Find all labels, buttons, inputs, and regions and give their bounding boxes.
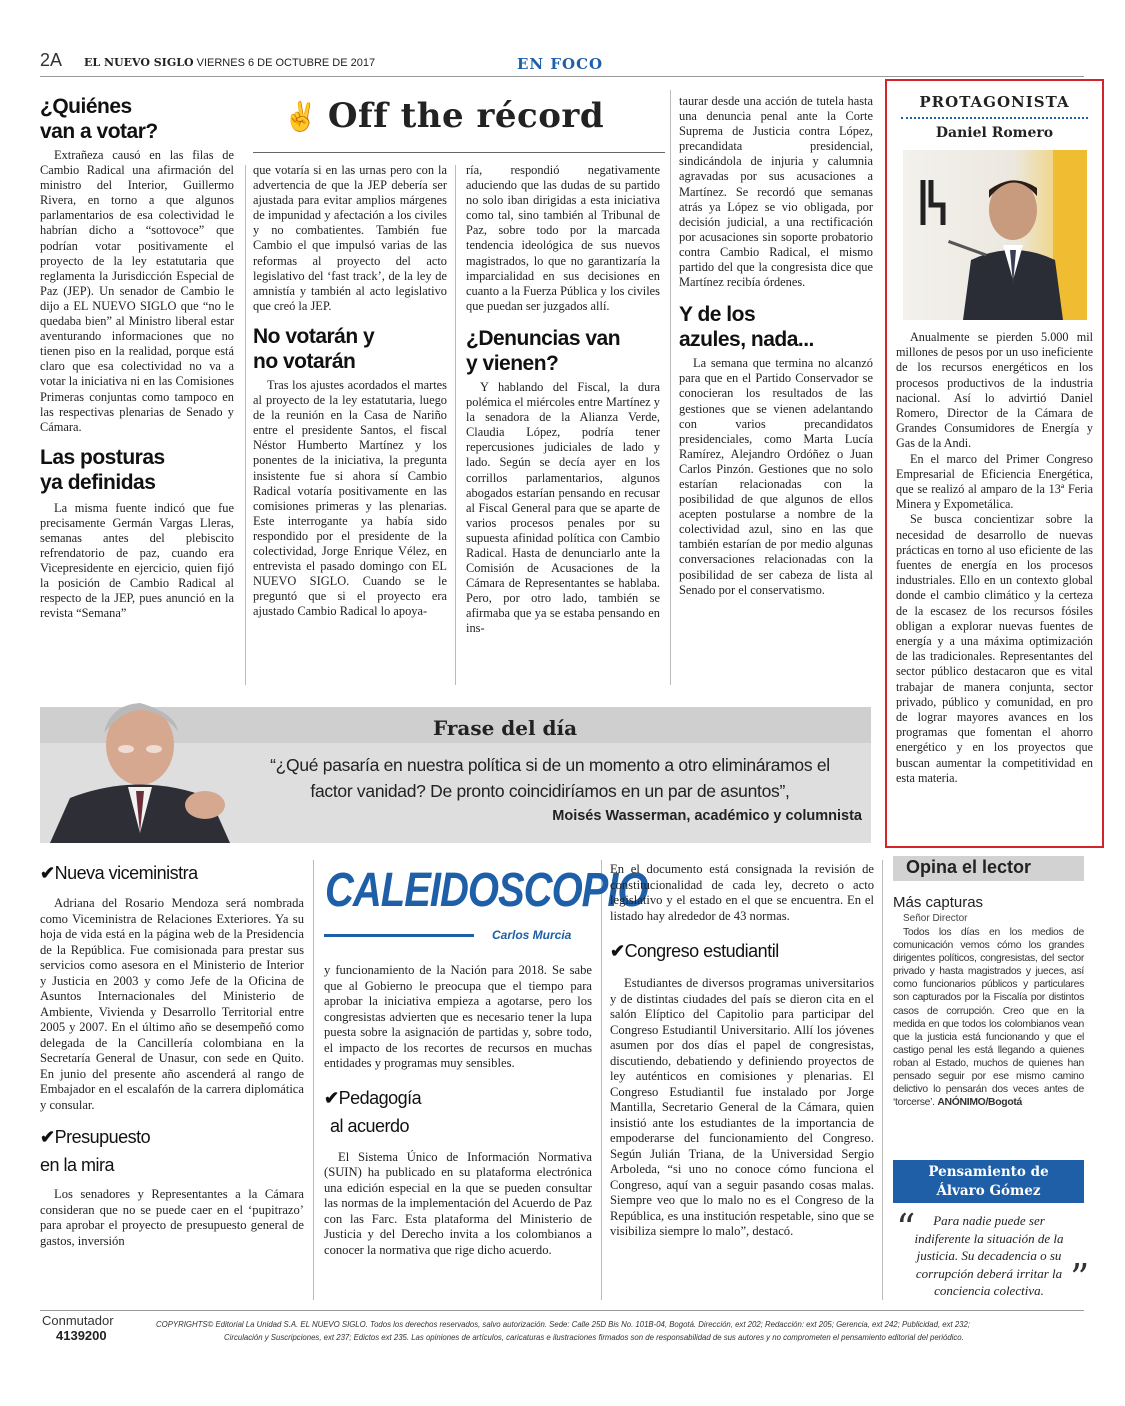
portrait-illustration xyxy=(903,150,1087,320)
caleido-column-2 xyxy=(324,963,592,1258)
caleido-author: Carlos Murcia xyxy=(492,928,572,942)
column-3 xyxy=(466,163,660,637)
victory-hand-icon: ✌ xyxy=(283,99,318,133)
page-number: 2A xyxy=(40,50,63,70)
issue-date: VIERNES 6 DE OCTUBRE DE 2017 xyxy=(196,57,376,69)
opina-text: Todos los días en los medios de comunicación vemos cómo los grandes dirigentes políticos, congresistas, del sector privado y hasta magistrados y jueces, así como funcionarios públicos y particulares son capturados por la Fiscalía por distintos casos de corrupción. Creo que en la medida en que todos los colombianos vean que la justicia está funcionando y que el castigo penal les está llegando a quienes roban al Estado, muchos de quienes han pensado seguir por ese mismo camino delictivo lo pensarán dos veces antes de ‘torcerse’. ANÓNIMO/Bogotá xyxy=(893,927,1084,1109)
dotted-rule xyxy=(901,117,1088,119)
article-text: Estudiantes de diversos programas universitarios y de distintas ciudades del país se dieron cita en el salón Elíptico del Capitolio para participar del Congreso Estudiantil Universitario. Allí los jóvenes asumen por dos días el papel de congresistas, discutiendo, debatiendo y definiendo proyectos de ley auténticos en comisiones y plenarias. El Congreso Estudiantil fue instalado por Jorge Mantilla, Secretario General de la Cámara, quien insistió ante los estudiantes de la importancia de empoderarse del funcionamiento del Congreso. Según Julián Triana, de la Universidad Sergio Arboleda, “si uno no conoce cómo funciona el Congreso, aquí van a seguir pasando cosas malas. Siempre veo que lo malo no es el Congreso de la República, es una institución respetable, sino que se visibiliza siempre lo malo”, destacó. xyxy=(610,976,874,1238)
opina-title: Opina el lector xyxy=(906,857,1032,877)
caleidoscopio-title: CALEIDOSCOPIO xyxy=(325,864,648,917)
heading-denuncias: ¿Denuncias van y vienen? xyxy=(466,326,621,375)
heading-congreso-estudiantil: ✔Congreso estudiantil xyxy=(610,941,779,961)
conmutador-label: Conmutador xyxy=(42,1313,114,1328)
opina-signature: ANÓNIMO/Bogotá xyxy=(937,1097,1023,1109)
protagonista-label: PROTAGONISTA xyxy=(919,93,1070,111)
column-4 xyxy=(679,94,873,598)
paper-name: EL NUEVO SIGLO xyxy=(84,56,194,69)
col-divider xyxy=(601,860,602,1300)
frase-author: Moisés Wasserman, académico y columnista xyxy=(552,808,862,824)
check-icon: ✔ xyxy=(40,863,55,883)
protagonista-box xyxy=(885,79,1104,848)
col-divider xyxy=(670,90,671,685)
column-2 xyxy=(253,163,447,619)
footer-rule xyxy=(40,1310,1084,1311)
heading-azules: Y de los azules, nada... xyxy=(679,303,814,352)
article-text: Los senadores y Representantes a la Cámara consideran que no se puede caer en el ‘pupitrazo’ para aprobar el proyecto de presupuesto general de gastos, inversión xyxy=(40,1187,304,1248)
pensamiento-header: Pensamiento de Álvaro Gómez xyxy=(893,1160,1084,1203)
opina-box xyxy=(893,894,1084,1109)
caleido-rule xyxy=(324,934,474,937)
conmutador-number: 4139200 xyxy=(56,1328,107,1343)
protagonista-text: Anualmente se pierden 5.000 mil millones de pesos por un uso ineficiente de los recursos energéticos en los procesos productivos de la industria nacional. Así lo advirtió Daniel Romero, Director de la Cámara de Grandes Consumidores de Energía y Gas de la Andi. En el marco del Primer Congreso Empresarial de Eficiencia Energética, que se realizó al amparo de la 13ª Feria Minera y Expometálica. Se busca concientizar sobre la necesidad de desarrollo de nuevas prácticas en torno al uso eficiente de las fuentes de energía en los procesos industriales. Ello en un contexto global donde el cambio climático y la certeza de la escasez de los recursos fósiles obligan a explorar nuevas fuentes de energía y a una máxima optimización de las tradicionales. Representantes del sector público destacaron que es vital trabajar de manera conjunta, sector privado, público y comunidad, en pro de lograr mayores avances en los programas que fomentan el ahorro energético y en los proyectos que buscan aumentar la competitividad en esta materia. xyxy=(896,330,1093,785)
check-icon: ✔ xyxy=(324,1087,339,1108)
col-divider xyxy=(882,860,883,1300)
col-divider xyxy=(245,165,246,685)
footer-legal-1: COPYRIGHTS© Editorial La Unidad S.A. EL NUEVO SIGLO. Todos los derechos reservados, salvo autorización. Sede: Calle 25D Bis No. 101B-04, Bogotá. Dirección, ext 202; Redacción: ext 205; Gerencia, ext 242; Publicidad, ext 232; xyxy=(156,1320,971,1329)
article-text: La semana que termina no alcanzó para que en el Partido Conservador se conocieran los resultados de las gestiones que se vienen adelantando con varios precandidatos presidenciales, como Marta Lucía Ramírez, Alejandro Ordóñez o Juan Carlos Pinzón. Gestiones que no solo estarían relacionadas con la posibilidad de que algunos de ellos acepten postularse a nombre de la colectividad azul, sino en las que también estarían de por medio algunas conversaciones relacionadas con la posibilidad de ser cabeza de lista al Senado por el conservatismo. xyxy=(679,356,873,597)
check-icon: ✔ xyxy=(610,941,625,961)
opina-salute: Señor Director xyxy=(903,913,968,924)
caleido-column-3 xyxy=(610,862,874,1240)
article-text: Tras los ajustes acordados el martes al proyecto de la ley estatutaria, luego de la reunión en la Casa de Nariño entre el presidente Santos, el fiscal Néstor Humberto Martínez y los ponentes de la iniciativa, la pregunta insistente fue si ahora sí Cambio Radical votaría positivamente en las comisiones primeras y las plenarias. Este interrogante ya había sido respondido por el presidente de la colectividad, Jorge Enrique Vélez, en entrevista el pasado domingo con EL NUEVO SIGLO. Cuando se le preguntó que si el proyecto era ajustado Cambio Radical lo apoya- xyxy=(253,377,447,619)
opina-heading: Más capturas xyxy=(893,894,984,911)
heading-pedagogia: ✔Pedagogía al acuerdo xyxy=(324,1087,422,1136)
article-text: La misma fuente indicó que fue precisamente Germán Vargas Lleras, semanas antes del plebiscito refrendatorio de paz, cuando era Vicepresidente en ejercicio, quien fijó la posición de Cambio Radical al respecto de la JEP, pues anunció en la revista “Semana” xyxy=(40,500,234,621)
masthead xyxy=(84,56,375,69)
frase-quote: “¿Qué pasaría en nuestra política si de un momento a otro elimináramos el factor vanidad? De pronto coincidiríamos en un par de asuntos”, xyxy=(270,755,830,801)
pensamiento-quote: Para nadie puede ser indiferente la situación de la justicia. Su decadencia o su corrupción deberá irritar la conciencia colectiva. xyxy=(914,1213,1064,1299)
article-text: que votaría si en las urnas pero con la advertencia de que la JEP debería ser ajustada para evitar amplios márgenes de impunidad y afectación a los civiles y no combatientes. También fue Cambio el que impulsó varias de las reformas al proyecto del acto legislativo del ‘fast track’, de la ley de amnistía y también al acto legislativo que creó la JEP. xyxy=(253,163,447,313)
title-underline xyxy=(253,152,665,153)
article-text: El Sistema Único de Información Normativa (SUIN) ha publicado en su plataforma electrónica una edición especial en la que se pueden consultar las normas de la implementación del Acuerdo de Paz con las Farc. Esta plataforma del Ministerio de Justicia y del Derecho invita a los colombianos a conocer la normativa que rige dicho acuerdo. xyxy=(324,1149,592,1257)
article-text: En el documento está consignada la revisión de constitucionalidad de cada ley, decreto o acto legislativo y el estado en el que se encuentra. En el listado hay alrededor de 43 normas. xyxy=(610,862,874,923)
article-text: Adriana del Rosario Mendoza será nombrada como Viceministra de Relaciones Exteriores. Ya su hoja de vida está en la página web de la Presidencia de la República. Fue comisionada para prestar sus servicios como asesora en el Ministerio de Interior y Justicia en 2003 y como Jefe de la Oficina de Asuntos Internacionales del Ministerio de Ambiente, Vivienda y Desarrollo Territorial entre 2005 y 2007. En el último año se desempeñó como delegada de la Cancillería colombiana en la Secretaría General de Unasur, con sede en Quito. En junio del presente año ascenderá al rango de Embajador en el escalafón de la carrera diplomática y consular. xyxy=(40,896,304,1112)
close-quote-icon: ” xyxy=(1070,1256,1090,1300)
col-divider xyxy=(455,165,456,685)
off-record-title-row xyxy=(283,96,604,136)
portrait-daniel-romero xyxy=(903,150,1087,320)
article-text: y funcionamiento de la Nación para 2018. Se sabe que al Gobierno le preocupa que el tiempo para aprobar la iniciativa empieza a agotarse, pero los congresistas advierten que es necesario tener la lupa puesta sobre la asignación de partidas y, sobre todo, el impacto de los recortes de recursos en muchas entidades y programas muy sensibles. xyxy=(324,963,592,1070)
protagonista-name: Daniel Romero xyxy=(935,125,1054,141)
heading-posturas: Las posturas ya definidas xyxy=(40,445,165,494)
article-text: ría, respondió negativamente aduciendo que las dudas de su partido no solo iban dirigidas a esta iniciativa como tal, sino también al Tribunal de Paz, sobre todo por la marcada tendencia ideológica de sus nuevos magistrados, lo que no garantizaría la imparcialidad en sus decisiones en cuanto a la Fuerza Pública y los civiles que puedan ser juzgados allí. xyxy=(466,163,660,313)
portrait-moises-wasserman xyxy=(40,693,240,843)
article-text: taurar desde una acción de tutela hasta una denuncia penal ante la Corte Suprema de Justicia contra López, precandidata presidencial, sindicándola de injuria y calumnia agravadas por sus acusaciones a Martínez. Se recordó que semanas atrás ya López se vio obligada, por decisión judicial, a una rectificación por acusaciones sin soporte probatorio contra Cambio Radical, el mismo partido del que la congresista dice que Martínez recibía órdenes. xyxy=(679,94,873,290)
frase-title: Frase del día xyxy=(433,716,578,740)
header-rule xyxy=(40,76,1084,77)
col-divider xyxy=(313,860,314,1300)
article-text: Y hablando del Fiscal, la dura polémica el miércoles entre Martínez y la senadora de la Alianza Verde, Claudia López, podría tener repercusiones judiciales de lado y lado. Según se decía ayer en los corrillos parlamentarios, algunos abogados estarían pensando en recusar al Fiscal General para que se aparte de varios procesos penales por su supuesta afinidad política con Cambio Radical. Hasta de denunciarlo ante la Comisión de Acusaciones de la Cámara de Representantes se hablaba. Pero, por otro lado, también se afirmaba que ya se estaba pensando en ins- xyxy=(466,379,660,636)
heading-quienes: ¿Quiénes van a votar? xyxy=(40,95,158,143)
heading-no-votaran: No votarán y no votarán xyxy=(253,324,375,373)
heading-viceministra: ✔Nueva viceministra xyxy=(40,863,198,883)
off-record-title: Off the récord xyxy=(327,96,605,136)
section-title: EN FOCO xyxy=(517,55,604,73)
heading-presupuesto: ✔Presupuesto en la mira xyxy=(40,1127,151,1175)
caleido-column-1 xyxy=(40,862,304,1249)
footer-legal-2: Circulación y Suscripciones, ext 237; Edictos ext 235. Las opiniones de artículos, caricaturas e ilustraciones firmados son de responsabilidad de sus autores y no comprometen el pensamiento editorial del periódico. xyxy=(224,1333,964,1342)
open-quote-icon: “ xyxy=(896,1206,916,1250)
column-1 xyxy=(40,94,234,622)
article-text: Extrañeza causó en las filas de Cambio Radical una afirmación del ministro del Interior, Guillermo Rivera, en torno a que algunos parlamentarios de esa colectividad le habrían dicho a “sottovoce” que podrían votar positivamente el proyecto de la ley estatutaria que reglamenta la Jurisdicción Especial de Paz (JEP). Un senador de Cambio le dijo a EL NUEVO SIGLO que “no le quedaba bien” al Ministro liberal estar aventurando informaciones que no tienen piso en la realidad, porque está claro que esa colectividad no va a votar la iniciativa ni en las Comisiones Primeras conjuntas como tampoco en las respectivas plenarias de Senado y Cámara. xyxy=(40,148,234,434)
check-icon: ✔ xyxy=(40,1127,55,1147)
